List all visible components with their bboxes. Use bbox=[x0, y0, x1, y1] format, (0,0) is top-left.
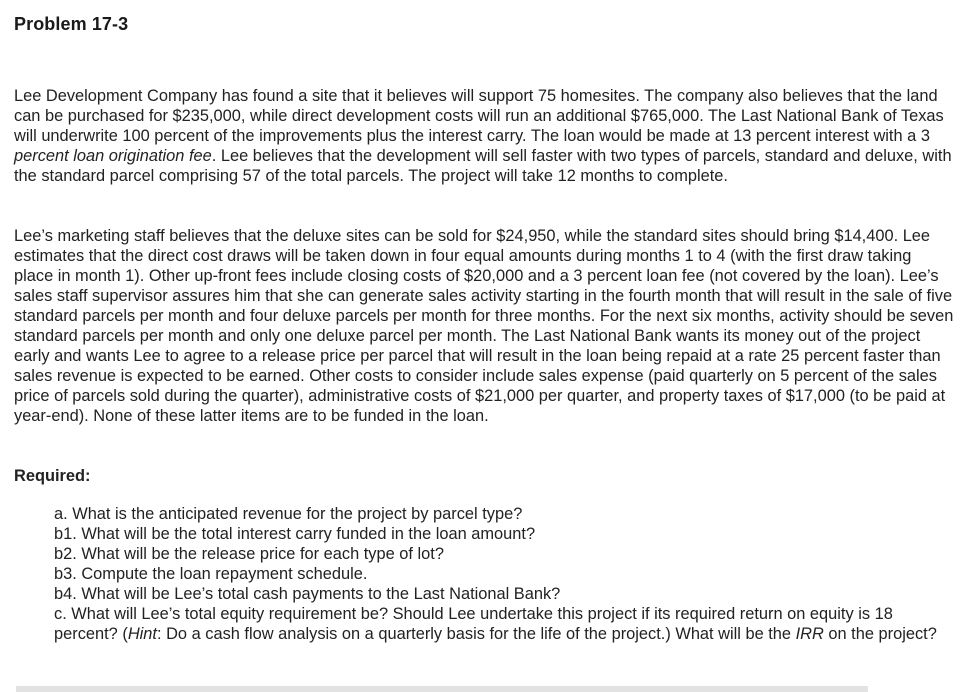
requirement-b1: b1. What will be the total interest carry funded in the loan amount? bbox=[54, 525, 536, 543]
requirement-b2: b2. What will be the release price for each type of lot? bbox=[54, 545, 444, 563]
requirement-a: a. What is the anticipated revenue for the project by parcel type? bbox=[54, 505, 523, 523]
paragraph-1-italic-term: percent loan origination fee bbox=[14, 147, 212, 165]
requirement-c-text-c: on the project? bbox=[823, 625, 937, 643]
problem-title: Problem 17-3 bbox=[14, 14, 129, 34]
requirement-c bbox=[54, 604, 959, 644]
requirement-c-text-b: : Do a cash flow analysis on a quarterly basis for the life of the project.) What will be the bbox=[156, 625, 796, 643]
requirements-list bbox=[54, 504, 959, 644]
horizontal-scrollbar[interactable] bbox=[16, 686, 868, 692]
requirement-c-text-a: c. What will Lee’s total equity requirement be? Should Lee undertake this project if its required return on equity is 18 percent? ( bbox=[54, 605, 893, 643]
paragraph-1-text-a: Lee Development Company has found a site that it believes will support 75 homesites. The company also believes that the land can be purchased for $235,000, while direct development costs will run an additional $765,000. The Last National Bank of Texas will underwrite 100 percent of the improvements plus the interest carry. The loan would be made at 13 percent interest with a 3 bbox=[14, 87, 944, 145]
problem-paragraph-1 bbox=[14, 86, 954, 186]
required-heading: Required: bbox=[14, 467, 91, 485]
irr-term: IRR bbox=[795, 625, 824, 643]
requirement-b4: b4. What will be Lee’s total cash payments to the Last National Bank? bbox=[54, 585, 561, 603]
problem-paragraph-2: Lee’s marketing staff believes that the deluxe sites can be sold for $24,950, while the standard sites should bring $14,400. Lee estimates that the direct cost draws will be taken down in four equal amounts during months 1 to 4 (with the first draw taking place in month 1). Other up-front fees include closing costs of $20,000 and a 3 percent loan fee (not covered by the loan). Lee’s sales staff supervisor assures him that she can generate sales activity starting in the fourth month that will result in the sale of five standard parcels per month and four deluxe parcels per month for three months. For the next six months, activity should be seven standard parcels per month and only one deluxe parcel per month. The Last National Bank wants its money out of the project early and wants Lee to agree to a release price per parcel that will result in the loan being repaid at a rate 25 percent faster than sales revenue is expected to be earned. Other costs to consider include sales expense (paid quarterly on 5 percent of the sales price of parcels sold during the quarter), administrative costs of $21,000 per quarter, and property taxes of $17,000 (to be paid at year-end). None of these latter items are to be funded in the loan. bbox=[14, 227, 954, 425]
requirement-b3: b3. Compute the loan repayment schedule. bbox=[54, 565, 368, 583]
hint-label: Hint bbox=[127, 625, 157, 643]
paragraph-1-text-b: . Lee believes that the development will sell faster with two types of parcels, standard and deluxe, with the standard parcel comprising 57 of the total parcels. The project will take 12 months to complete. bbox=[14, 147, 952, 185]
